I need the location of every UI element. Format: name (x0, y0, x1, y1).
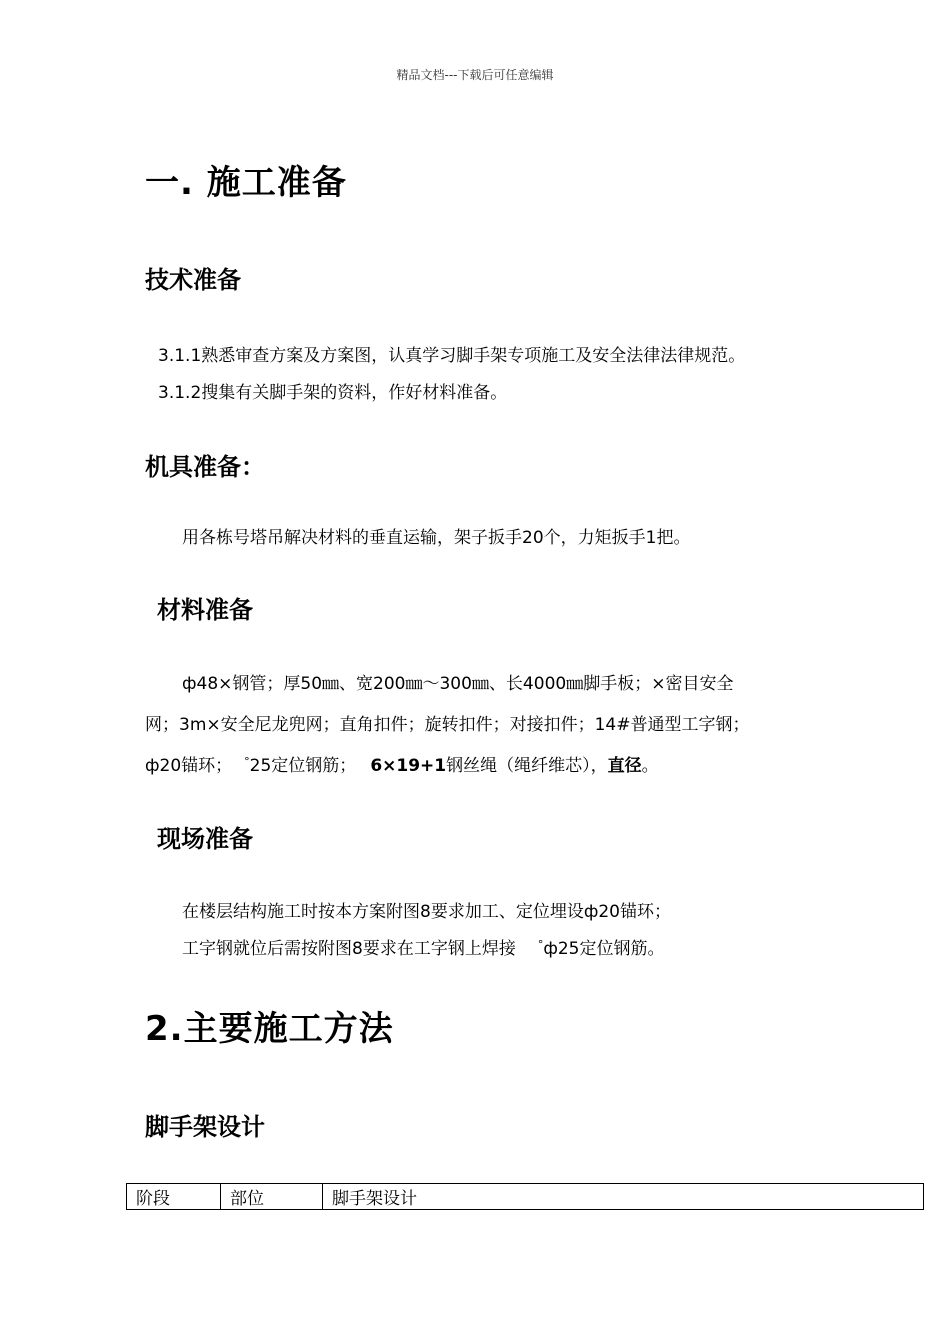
material-line-1: ф48×钢管；厚50㎜、宽200㎜～300㎜、长4000㎜脚手板；×密目安全 (182, 674, 734, 694)
material-line-3-wire-spec: 6×19+1 (370, 756, 447, 776)
heading-machine-prep: 机具准备： (145, 453, 265, 481)
table-header-row (127, 1184, 924, 1210)
site-line-2 (182, 934, 665, 959)
site-line-2-part-b: ф25定位钢筋。 (543, 939, 665, 959)
table-header-scaffold-design: 脚手架设计 (323, 1184, 924, 1210)
material-line-3-diameter: 直径 (607, 756, 642, 776)
page-header-note: 精品文档---下载后可任意编辑 (396, 68, 554, 82)
scaffold-design-table (126, 1183, 924, 1210)
section-title-main-methods: 2.主要施工方法 (145, 1009, 394, 1049)
tech-item-1: 3.1.1熟悉审查方案及方案图，认真学习脚手架专项施工及安全法律法律规范。 (158, 346, 746, 366)
section-title-construction-prep: 一. 施工准备 (145, 163, 347, 203)
site-line-1: 在楼层结构施工时按本方案附图8要求加工、定位埋设ф20锚环； (182, 902, 671, 922)
tech-item-2: 3.1.2搜集有关脚手架的资料，作好材料准备。 (158, 383, 508, 403)
material-line-3 (145, 751, 659, 776)
material-line-3-part-c: 钢丝绳（绳纤维芯）， (446, 756, 608, 776)
material-line-3-part-d: 。 (641, 756, 659, 776)
material-line-2: 网；3m×安全尼龙兜网；直角扣件；旋转扣件；对接扣件；14#普通型工字钢； (145, 715, 750, 735)
table-header-stage: 阶段 (127, 1184, 221, 1210)
material-line-3-part-a: ф20锚环； (145, 756, 233, 776)
heading-scaffold-design: 脚手架设计 (145, 1113, 265, 1141)
material-line-3-part-b: 25定位钢筋； (249, 756, 357, 776)
degree-symbol: ° (537, 938, 544, 951)
degree-symbol: ° (244, 755, 250, 768)
machine-prep-text: 用各栋号塔吊解决材料的垂直运输，架子扳手20个，力矩扳手1把。 (182, 528, 691, 548)
heading-site-prep: 现场准备 (157, 825, 253, 853)
heading-technical-prep: 技术准备 (145, 266, 241, 294)
site-line-2-part-a: 工字钢就位后需按附图8要求在工字钢上焊接 (182, 939, 516, 959)
table-header-location: 部位 (221, 1184, 323, 1210)
heading-material-prep: 材料准备 (157, 596, 253, 624)
